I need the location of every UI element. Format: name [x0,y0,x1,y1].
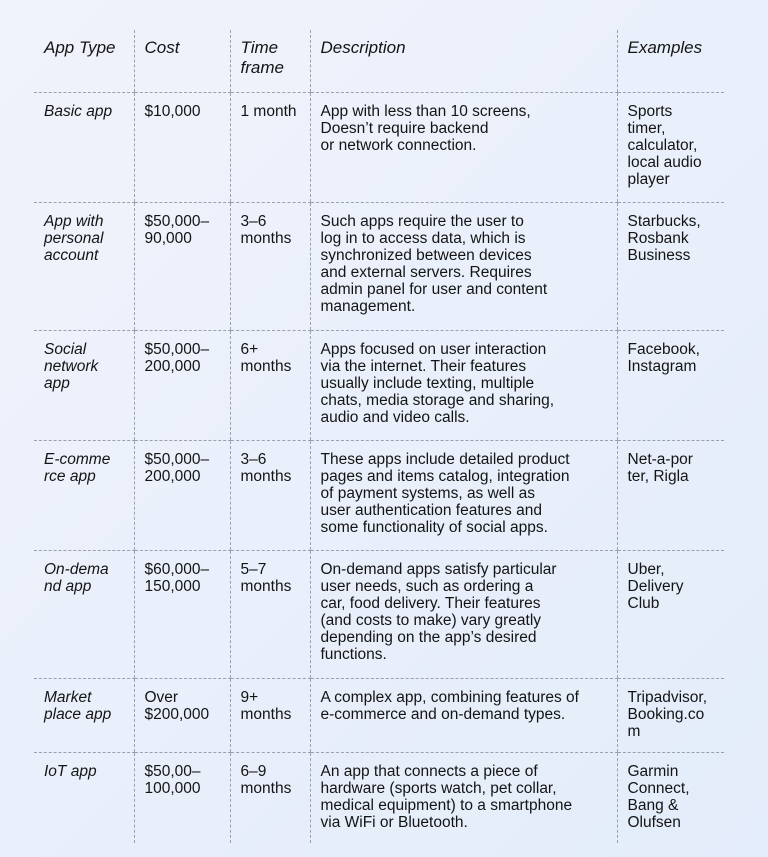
table-row [34,203,724,331]
cell-time-frame: 6–9 months [230,753,310,844]
cell-examples: Starbucks, Rosbank Business [617,203,724,331]
table-row [34,331,724,441]
cell-app-type: On-dema nd app [34,551,134,679]
header-cost: Cost [134,30,230,93]
table-header-row [34,30,724,93]
cell-time-frame: 6+ months [230,331,310,441]
cell-time-frame: 9+ months [230,679,310,753]
cell-description: Apps focused on user interaction via the internet. Their features usually include texting, multiple chats, media storage and sharing, audio and video calls. [310,331,617,441]
header-app-type: App Type [34,30,134,93]
cell-cost: $10,000 [134,93,230,203]
header-examples: Examples [617,30,724,93]
app-cost-table-container [34,30,724,843]
cell-app-type: Basic app [34,93,134,203]
header-time-frame: Time frame [230,30,310,93]
app-cost-table [34,30,724,843]
cell-examples: Net-a-por ter, Rigla [617,441,724,551]
table-row [34,441,724,551]
cell-app-type: IoT app [44,763,97,780]
cell-description: These apps include detailed product pages and items catalog, integration of payment systems, as well as user authentication features and some functionality of social apps. [310,441,617,551]
table-row [34,551,724,679]
cell-time-frame: 3–6 months [230,203,310,331]
table-row [34,93,724,203]
cell-examples: Tripadvisor, Booking.com [617,679,724,753]
cell-app-type: Market place app [34,679,134,753]
cell-description: A complex app, combining features of e-commerce and on-demand types. [310,679,617,753]
cell-description: An app that connects a piece of hardware (sports watch, pet collar, medical equipment) to a smartphone via WiFi or Bluetooth. [310,753,617,844]
cell-time-frame: 5–7 months [230,551,310,679]
cell-cost: $50,000– 200,000 [134,331,230,441]
table-row [34,753,724,844]
cell-description: On-demand apps satisfy particular user needs, such as ordering a car, food delivery. Their features (and costs to make) vary greatly depending on the app’s desired functions. [310,551,617,679]
cell-examples: Sports timer, calculator, local audio player [617,93,724,203]
header-description: Description [310,30,617,93]
cell-app-type: E-comme rce app [34,441,134,551]
cell-cost: $50,000– 90,000 [134,203,230,331]
cell-cost: Over $200,000 [134,679,230,753]
cell-examples: Facebook, Instagram [617,331,724,441]
cell-examples: Garmin Connect, Bang & Olufsen [617,753,724,844]
cell-description: Such apps require the user to log in to access data, which is synchronized between devices and external servers. Requires admin panel for user and content management. [310,203,617,331]
cell-app-type: Social network app [34,331,134,441]
cell-cost: $60,000– 150,000 [134,551,230,679]
table-row [34,679,724,753]
cell-cost: $50,000– 200,000 [134,441,230,551]
cell-app-type: App with personal account [34,203,134,331]
cell-description: App with less than 10 screens, Doesn’t require backend or network connection. [310,93,617,203]
cell-time-frame: 3–6 months [230,441,310,551]
cell-examples: Uber, Delivery Club [617,551,724,679]
cell-time-frame: 1 month [230,93,310,203]
cell-cost: $50,00– 100,000 [134,753,230,844]
